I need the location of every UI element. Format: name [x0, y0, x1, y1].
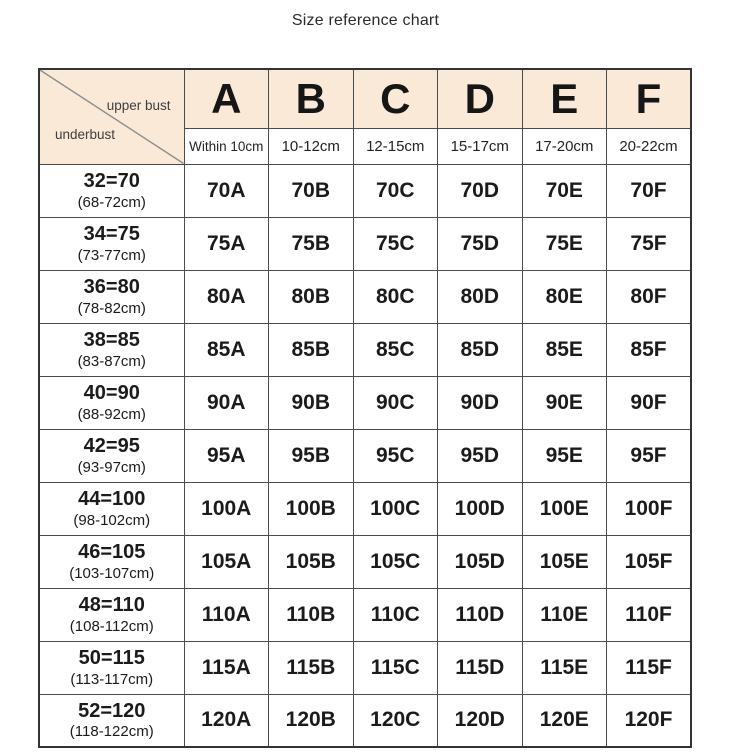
size-cell: 120E [522, 694, 607, 747]
size-cell: 75F [607, 217, 692, 270]
cup-range-cell: 15-17cm [438, 128, 523, 164]
page-title: Size reference chart [291, 12, 440, 29]
row-header-cell [39, 376, 184, 429]
underbust-size-label: 38=85 [83, 329, 140, 352]
size-cell: 100E [522, 482, 607, 535]
size-cell: 90F [607, 376, 692, 429]
size-cell: 95D [438, 429, 523, 482]
size-cell: 80A [184, 270, 269, 323]
row-header-cell [39, 323, 184, 376]
size-cell: 100A [184, 482, 269, 535]
table-row [39, 217, 691, 270]
size-cell: 90E [522, 376, 607, 429]
underbust-cm-label: (113-117cm) [70, 670, 154, 688]
table-row [39, 270, 691, 323]
size-cell: 90C [353, 376, 438, 429]
row-header-cell [39, 429, 184, 482]
size-cell: 105D [438, 535, 523, 588]
size-cell: 80C [353, 270, 438, 323]
size-cell: 115F [607, 641, 692, 694]
cup-header-cell: E [522, 69, 607, 128]
cup-range-cell: 12-15cm [353, 128, 438, 164]
size-cell: 85E [522, 323, 607, 376]
size-cell: 115B [269, 641, 354, 694]
size-cell: 75B [269, 217, 354, 270]
underbust-size-label: 42=95 [83, 435, 140, 458]
size-cell: 100B [269, 482, 354, 535]
table-row [39, 535, 691, 588]
underbust-cm-label: (108-112cm) [69, 617, 154, 635]
row-header-cell [39, 217, 184, 270]
size-cell: 105B [269, 535, 354, 588]
upper-bust-label: upper bust [106, 98, 171, 113]
size-cell: 100D [438, 482, 523, 535]
size-cell: 80B [269, 270, 354, 323]
underbust-cm-label: (83-87cm) [77, 352, 146, 370]
row-header-cell [39, 641, 184, 694]
row-header-cell [39, 694, 184, 747]
cup-range-cell: Within 10cm [184, 128, 269, 164]
diagonal-line [40, 70, 184, 164]
table-row [39, 482, 691, 535]
cup-letter-row [39, 69, 691, 128]
row-header-cell [39, 535, 184, 588]
underbust-size-label: 48=110 [78, 594, 145, 617]
row-header-cell [39, 270, 184, 323]
size-cell: 110C [353, 588, 438, 641]
size-cell: 120D [438, 694, 523, 747]
table-row [39, 164, 691, 217]
size-cell: 85F [607, 323, 692, 376]
size-cell: 110D [438, 588, 523, 641]
underbust-size-label: 50=115 [78, 647, 145, 670]
size-cell: 70E [522, 164, 607, 217]
size-cell: 105A [184, 535, 269, 588]
size-cell: 95A [184, 429, 269, 482]
size-cell: 75A [184, 217, 269, 270]
size-cell: 115C [353, 641, 438, 694]
size-cell: 80D [438, 270, 523, 323]
size-cell: 110A [184, 588, 269, 641]
underbust-cm-label: (78-82cm) [77, 299, 146, 317]
size-cell: 85D [438, 323, 523, 376]
underbust-size-label: 36=80 [83, 276, 140, 299]
size-cell: 75C [353, 217, 438, 270]
table-row [39, 323, 691, 376]
size-cell: 105C [353, 535, 438, 588]
table-row [39, 429, 691, 482]
size-cell: 110B [269, 588, 354, 641]
size-chart-body [39, 164, 691, 747]
size-cell: 95F [607, 429, 692, 482]
size-cell: 80F [607, 270, 692, 323]
size-cell: 120C [353, 694, 438, 747]
underbust-size-label: 40=90 [83, 382, 140, 405]
cup-header-cell: A [184, 69, 269, 128]
size-cell: 85C [353, 323, 438, 376]
row-header-cell [39, 164, 184, 217]
size-cell: 90D [438, 376, 523, 429]
cup-header-cell: D [438, 69, 523, 128]
size-cell: 70B [269, 164, 354, 217]
cup-header-cell: F [607, 69, 692, 128]
size-cell: 120A [184, 694, 269, 747]
cup-header-cell: B [269, 69, 354, 128]
size-cell: 105E [522, 535, 607, 588]
table-row [39, 376, 691, 429]
size-cell: 70D [438, 164, 523, 217]
underbust-cm-label: (118-122cm) [69, 723, 154, 741]
size-cell: 120F [607, 694, 692, 747]
size-cell: 75E [522, 217, 607, 270]
size-cell: 70F [607, 164, 692, 217]
underbust-cm-label: (98-102cm) [73, 511, 151, 529]
underbust-label: underbust [55, 126, 116, 142]
underbust-size-label: 34=75 [83, 223, 140, 246]
corner-cell [39, 69, 184, 164]
underbust-size-label: 32=70 [83, 170, 140, 193]
underbust-cm-label: (88-92cm) [77, 405, 146, 423]
cup-header-cell: C [353, 69, 438, 128]
size-cell: 110F [607, 588, 692, 641]
underbust-cm-label: (93-97cm) [77, 458, 146, 476]
size-cell: 95E [522, 429, 607, 482]
size-cell: 90A [184, 376, 269, 429]
size-cell: 75D [438, 217, 523, 270]
size-cell: 115A [184, 641, 269, 694]
table-row [39, 588, 691, 641]
size-cell: 115D [438, 641, 523, 694]
cup-range-cell: 17-20cm [522, 128, 607, 164]
underbust-cm-label: (73-77cm) [77, 246, 146, 264]
table-row [39, 641, 691, 694]
cup-range-cell: 10-12cm [269, 128, 354, 164]
row-header-cell [39, 588, 184, 641]
size-cell: 70C [353, 164, 438, 217]
size-cell: 70A [184, 164, 269, 217]
row-header-cell [39, 482, 184, 535]
cup-range-cell: 20-22cm [607, 128, 692, 164]
size-cell: 85A [184, 323, 269, 376]
underbust-cm-label: (103-107cm) [69, 564, 155, 582]
size-cell: 80E [522, 270, 607, 323]
underbust-size-label: 44=100 [78, 488, 146, 511]
size-cell: 110E [522, 588, 607, 641]
size-cell: 115E [522, 641, 607, 694]
size-cell: 120B [269, 694, 354, 747]
size-cell: 100F [607, 482, 692, 535]
size-cell: 100C [353, 482, 438, 535]
size-cell: 95C [353, 429, 438, 482]
size-cell: 90B [269, 376, 354, 429]
underbust-size-label: 52=120 [78, 699, 146, 722]
size-cell: 85B [269, 323, 354, 376]
size-cell: 105F [607, 535, 692, 588]
underbust-cm-label: (68-72cm) [77, 193, 146, 211]
size-cell: 95B [269, 429, 354, 482]
size-reference-table [38, 68, 692, 748]
underbust-size-label: 46=105 [78, 541, 146, 564]
table-row [39, 694, 691, 747]
